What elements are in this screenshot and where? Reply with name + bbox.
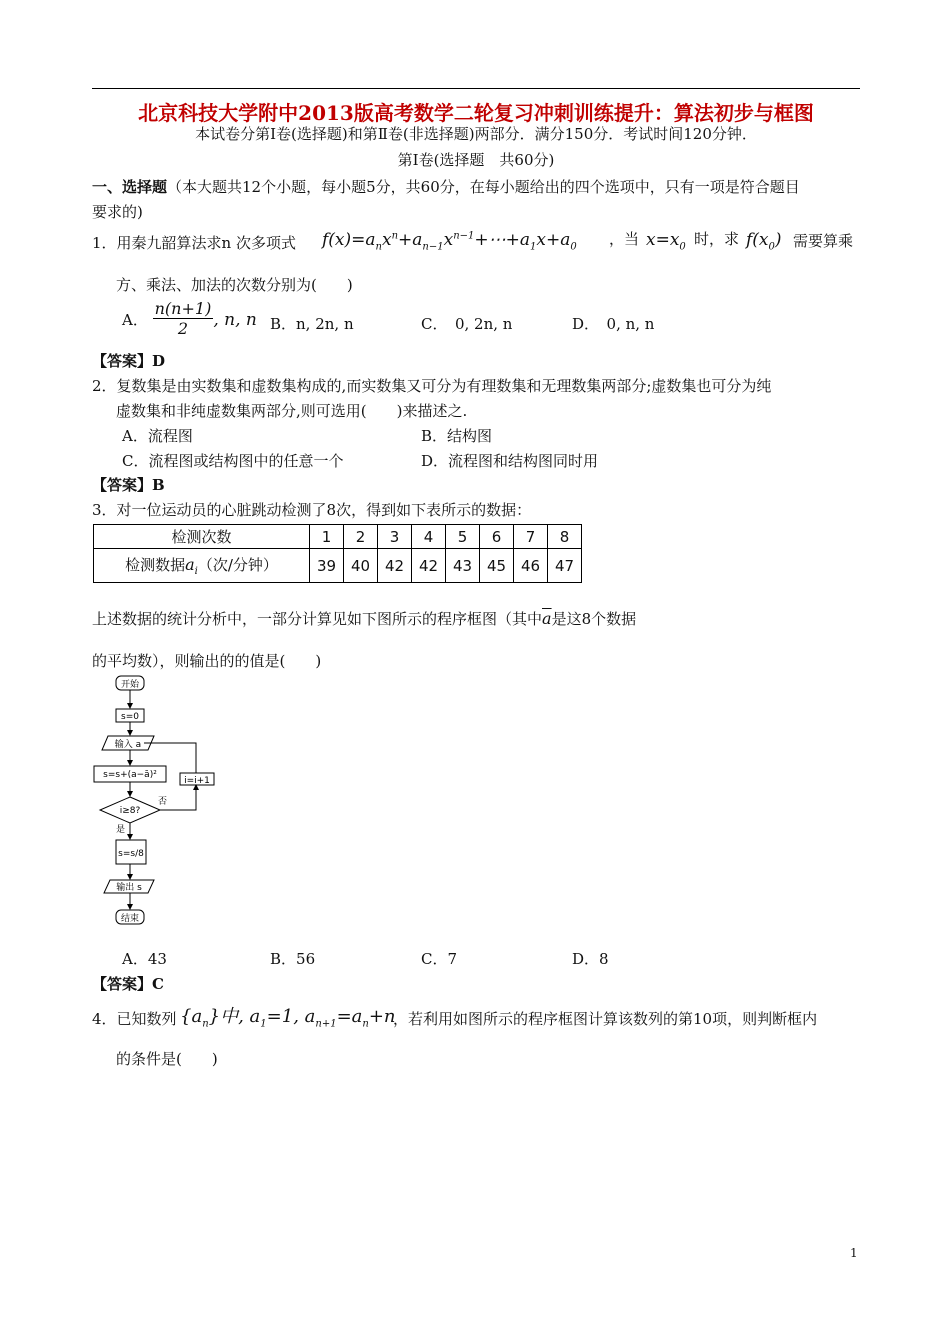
q3-option-d: D．8 (572, 950, 609, 968)
table-cell: 42 (378, 549, 412, 583)
q1-option-a-label: A． (122, 310, 148, 329)
fc-input-label: 输入 a (114, 740, 142, 750)
page-number: 1 (850, 1246, 858, 1260)
section-desc-cont: 要求的) (92, 203, 143, 221)
q1-option-a-rest: , n, n (213, 309, 257, 330)
q3-option-b: B．56 (270, 950, 316, 968)
fc-end-label: 结束 (120, 914, 140, 924)
q1-option-d: D． 0, n, n (572, 315, 655, 333)
table-row (94, 525, 582, 549)
q1-x-eq-x0: $x=x_0$ (646, 230, 686, 253)
q4-tail: ，若利用如图所示的程序框图计算该数列的第10项，则判断框内 (393, 1010, 818, 1028)
q3-line2-a: 上述数据的统计分析中，一部分计算见如下图所示的程序框图（其中 (92, 610, 543, 628)
q2-option-b: B．结构图 (421, 427, 493, 445)
heart-rate-table (93, 524, 582, 583)
table-unit: （次/分钟） (197, 555, 278, 574)
q1-answer: 【答案】D (92, 352, 166, 370)
table-cell: 42 (412, 549, 446, 583)
table-row (94, 549, 582, 583)
q2-option-a: A．流程图 (122, 427, 193, 445)
fc-condition-label: i≥8? (119, 806, 141, 816)
q3-line2 (92, 608, 636, 629)
q3-option-c: C．7 (421, 950, 458, 968)
table-cell: 1 (310, 525, 344, 549)
header-rule (92, 88, 860, 89)
q4-prefix: 4．已知数列 (92, 1010, 177, 1028)
table-header-cell: 检测次数 (94, 525, 310, 549)
q1-f-x0: $f(x_0)$ (746, 230, 782, 253)
q3-line2-b: 是这8个数据 (551, 610, 637, 628)
q2-option-d: D．流程图和结构图同时用 (421, 452, 599, 470)
q1-mid1: ，当 (609, 230, 640, 248)
part-one-heading: 第Ⅰ卷(选择题 共60分) (397, 151, 555, 169)
table-cell: 3 (378, 525, 412, 549)
table-cell: 7 (514, 525, 548, 549)
q3-mean-symbol: $\overline{a}$ (542, 609, 552, 628)
q1-mid2: 时，求 (694, 230, 740, 248)
q3-flowchart (92, 672, 232, 930)
table-cell: 46 (514, 549, 548, 583)
q2-line2: 虚数集和非纯虚数集两部分,则可选用( )来描述之. (116, 402, 468, 420)
q1-option-c: C． 0, 2n, n (421, 315, 513, 333)
q1-polynomial: $f(x)=a_nx^n+a_{n-1}x^{n-1}+\cdots+a_1x+a_0$ (322, 230, 577, 253)
table-cell: 39 (310, 549, 344, 583)
q1-tail: 需要算乘 (793, 232, 854, 250)
fc-no-label: 否 (158, 797, 168, 807)
table-header-cell (94, 549, 310, 583)
page-title: 北京科技大学附中2013版高考数学二轮复习冲刺训练提升：算法初步与框图 (138, 101, 814, 125)
fc-update-label: s=s+(a−ā)² (103, 770, 157, 780)
q2-answer: 【答案】B (92, 476, 165, 494)
exam-intro: 本试卷分第Ⅰ卷(选择题)和第Ⅱ卷(非选择题)两部分．满分150分．考试时间120分钟． (195, 125, 757, 143)
q1-option-b: B．n, 2n, n (270, 315, 354, 333)
table-cell: 2 (344, 525, 378, 549)
q1-option-a-fraction: $\frac{n(n+1)}{2}$ (154, 299, 212, 338)
q1-line2: 方、乘法、加法的次数分别为( ) (116, 276, 353, 294)
table-row-label: 检测数据 (125, 555, 186, 574)
q2-line1: 2．复数集是由实数集和虚数集构成的,而实数集又可分为有理数集和无理数集两部分;虚数集也可分为纯 (92, 377, 772, 395)
fc-average-label: s=s/8 (118, 849, 144, 859)
q3-option-a: A．43 (122, 950, 167, 968)
q4-line2: 的条件是( ) (116, 1050, 218, 1068)
table-cell: 45 (480, 549, 514, 583)
section-desc: （本大题共12个小题，每小题5分，共60分，在每小题给出的四个选项中，只有一项是符合题目 (167, 178, 800, 196)
table-cell: 6 (480, 525, 514, 549)
table-variable: $a_i$ (185, 554, 198, 578)
fc-init-label: s=0 (121, 712, 139, 722)
q1-prefix: 1．用秦九韶算法求n 次多项式 (92, 234, 296, 252)
table-cell: 47 (548, 549, 582, 583)
table-cell: 43 (446, 549, 480, 583)
table-cell: 8 (548, 525, 582, 549)
q3-line3: 的平均数），则输出的的值是( ) (92, 652, 322, 670)
q3-answer: 【答案】C (92, 975, 164, 993)
q4-sequence-definition: $\{a_n\}$中, $a_1=1$, $a_{n+1}=a_n+n$ (180, 1006, 396, 1030)
fc-yes-label: 是 (116, 825, 126, 835)
fc-start-label: 开始 (120, 680, 140, 690)
q3-line1: 3．对一位运动员的心脏跳动检测了8次，得到如下表所示的数据： (92, 501, 532, 519)
section-label: 一、选择题 (92, 178, 168, 196)
fc-output-label: 输出 s (116, 883, 142, 893)
q2-option-c: C．流程图或结构图中的任意一个 (122, 452, 344, 470)
table-cell: 5 (446, 525, 480, 549)
table-cell: 40 (344, 549, 378, 583)
q1-option-a (122, 299, 257, 338)
table-cell: 4 (412, 525, 446, 549)
section-heading (92, 176, 800, 197)
fc-increment-label: i=i+1 (184, 776, 210, 786)
